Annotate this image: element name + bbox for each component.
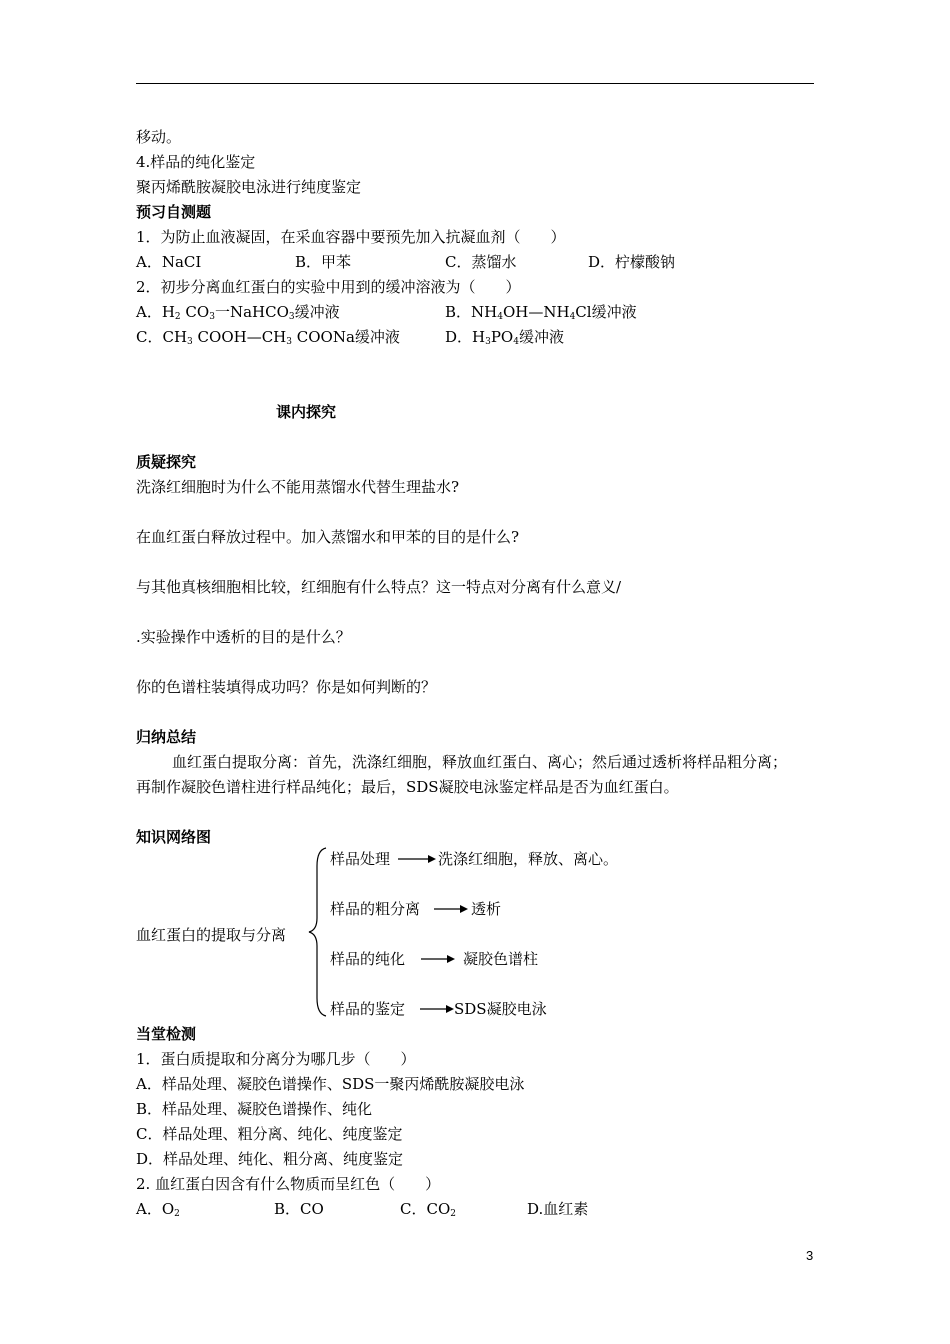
option-a: A．NaCI [136, 253, 202, 271]
text-line: 4.样品的纯化鉴定 [136, 153, 256, 171]
network-root: 血红蛋白的提取与分离 [136, 926, 287, 944]
network-result: 凝胶色谱柱 [463, 950, 539, 968]
question: 2．初步分离血红蛋白的实验中用到的缓冲溶液为（ ） [136, 278, 521, 296]
section-heading-preview: 预习自测题 [136, 203, 212, 221]
network-result: SDS凝胶电泳 [454, 1000, 547, 1018]
option-b: B．甲苯 [295, 253, 352, 271]
text-line: 移动。 [136, 128, 182, 146]
network-step: 样品的纯化 [330, 950, 406, 968]
option-a: A．$H_2$ $CO_3$一NaHCO$_3$缓冲液 [136, 303, 340, 322]
option-c: C．样品处理、粗分离、纯化、纯度鉴定 [136, 1125, 403, 1143]
network-result: 洗涤红细胞，释放、离心。 [438, 850, 619, 868]
question: 你的色谱柱装填得成功吗？你是如何判断的？ [136, 678, 437, 696]
section-heading-summary: 归纳总结 [136, 728, 197, 746]
option-b: B．样品处理、凝胶色谱操作、纯化 [136, 1100, 373, 1118]
option-c: C．$CH_3$ $COOH—CH_3$ COONa缓冲液 [136, 328, 400, 347]
question: 洗涤红细胞时为什么不能用蒸馏水代替生理盐水? [136, 478, 460, 496]
text-line: 聚丙烯酰胺凝胶电泳进行纯度鉴定 [136, 178, 362, 196]
option-d: D．柠檬酸钠 [588, 253, 676, 271]
question: 与其他真核细胞相比较，红细胞有什么特点？这一特点对分离有什么意义/ [136, 578, 622, 596]
question: .实验操作中透析的目的是什么？ [136, 628, 351, 646]
summary-line: 血红蛋白提取分离：首先，洗涤红细胞，释放血红蛋白、离心；然后通过透析将样品粗分离； [172, 753, 788, 771]
question: 1．蛋白质提取和分离分为哪几步（ ） [136, 1050, 416, 1068]
arrow-icon [398, 851, 438, 867]
header-rule [136, 83, 814, 84]
question: 2. 血红蛋白因含有什么物质而呈红色（ ） [136, 1175, 441, 1193]
network-step: 样品的鉴定 [330, 1000, 406, 1018]
network-brace [300, 842, 340, 1022]
option-c: C．蒸馏水 [445, 253, 517, 271]
arrow-icon [420, 1001, 456, 1017]
option-a: A．样品处理、凝胶色谱操作、SDS一聚丙烯酰胺凝胶电泳 [136, 1075, 525, 1093]
option-b: B．CO [274, 1200, 324, 1218]
option-d: D．样品处理、纯化、粗分离、纯度鉴定 [136, 1150, 404, 1168]
section-heading-check: 当堂检测 [136, 1025, 197, 1043]
section-heading-questions: 质疑探究 [136, 453, 197, 471]
question: 1．为防止血液凝固，在采血容器中要预先加入抗凝血剂（ ） [136, 228, 566, 246]
page-number: 3 [806, 1248, 814, 1263]
option-b: B．$NH_4OH—NH_4Cl$缓冲液 [445, 303, 637, 322]
section-heading-network: 知识网络图 [136, 828, 212, 846]
arrow-icon [421, 951, 457, 967]
network-step: 样品的粗分离 [330, 900, 421, 918]
option-a: A．$O_2$ [136, 1200, 180, 1219]
section-title-explore: 课内探究 [276, 403, 337, 421]
question: 在血红蛋白释放过程中。加入蒸馏水和甲苯的目的是什么? [136, 528, 520, 546]
network-result: 透析 [471, 900, 502, 918]
arrow-icon [434, 901, 470, 917]
option-d: D．$H_3PO_4$缓冲液 [445, 328, 564, 347]
option-c: C．$CO_2$ [400, 1200, 456, 1219]
option-d: D.血红素 [527, 1200, 589, 1218]
network-step: 样品处理 [330, 850, 391, 868]
summary-line: 再制作凝胶色谱柱进行样品纯化；最后，SDS凝胶电泳鉴定样品是否为血红蛋白。 [136, 778, 679, 796]
